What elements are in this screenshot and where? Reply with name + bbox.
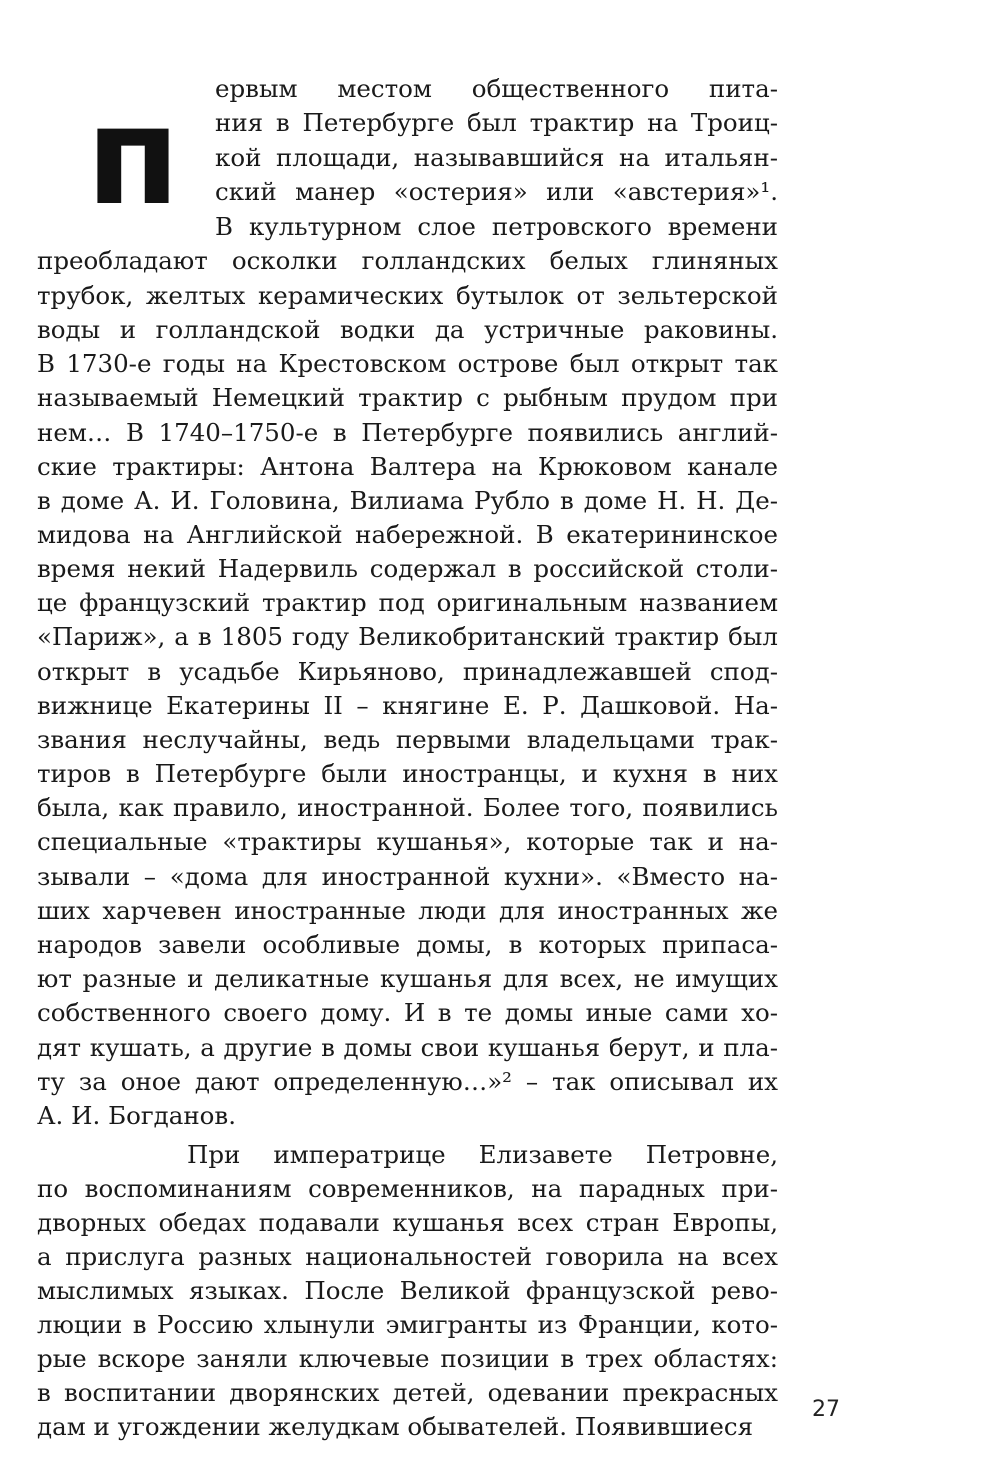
text-line: мыслимых языках. После Великой французской рево- <box>37 1276 778 1305</box>
drop-cap: п <box>86 78 178 236</box>
text-line: в доме А. И. Головина, Вилиама Рубло в доме Н. Н. Де- <box>37 486 778 515</box>
text-line: в воспитании дворянских детей, одевании прекрасных <box>37 1378 778 1407</box>
text-line: люции в Россию хлынули эмигранты из Франции, кото- <box>37 1310 778 1339</box>
text-line: по воспоминаниям современников, на парадных при- <box>37 1174 778 1203</box>
text-line: а прислуга разных национальностей говорила на всех <box>37 1242 778 1271</box>
text-line: це французский трактир под оригинальным названием <box>37 588 778 617</box>
text-line: При императрице Елизавете Петровне, <box>187 1140 778 1169</box>
text-line: ту за оное дают определенную…»² – так описывал их <box>37 1067 778 1096</box>
text-line: ют разные и деликатные кушанья для всех, не имущих <box>37 964 778 993</box>
text-line: воды и голландской водки да устричные раковины. <box>37 315 778 344</box>
text-line: трубок, желтых керамических бутылок от зельтерской <box>37 281 778 310</box>
text-line: вижнице Екатерины II – княгине Е. Р. Дашковой. На- <box>37 691 778 720</box>
text-line: дворных обедах подавали кушанья всех стран Европы, <box>37 1208 778 1237</box>
text-line: преобладают осколки голландских белых глиняных <box>37 246 778 275</box>
page-number: 27 <box>812 1397 840 1422</box>
text-line: дят кушать, а другие в домы свои кушанья берут, и пла- <box>37 1033 778 1062</box>
text-line: открыт в усадьбе Кирьяново, принадлежавшей спод- <box>37 657 778 686</box>
text-line: была, как правило, иностранной. Более того, появились <box>37 793 778 822</box>
text-line: собственного своего дому. И в те домы иные сами хо- <box>37 998 778 1027</box>
text-line: тиров в Петербурге были иностранцы, и кухня в них <box>37 759 778 788</box>
text-line: В 1730-е годы на Крестовском острове был открыт так <box>37 349 778 378</box>
text-line: «Париж», а в 1805 году Великобританский трактир был <box>37 622 778 651</box>
text-line: народов завели особливые домы, в которых припаса- <box>37 930 778 959</box>
text-line: дам и угождении желудкам обывателей. Появившиеся <box>37 1412 754 1441</box>
text-line: кой площади, называвшийся на итальян- <box>215 143 778 172</box>
text-line: А. И. Богданов. <box>37 1101 237 1130</box>
text-line: звания неслучайны, ведь первыми владельцами трак- <box>37 725 778 754</box>
text-line: ские трактиры: Антона Валтера на Крюковом канале <box>37 452 778 481</box>
text-line: мидова на Английской набережной. В екатерининское <box>37 520 778 549</box>
text-line: ния в Петербурге был трактир на Троиц- <box>215 108 778 137</box>
text-line: нем… В 1740–1750-е в Петербурге появились англий- <box>37 418 778 447</box>
text-line: называемый Немецкий трактир с рыбным прудом при <box>37 383 778 412</box>
text-line: время некий Надервиль содержал в российской столи- <box>37 554 778 583</box>
text-line: зывали – «дома для иностранной кухни». «Вместо на- <box>37 862 778 891</box>
text-line: ский манер «остерия» или «австерия»¹. <box>215 177 778 206</box>
text-line: специальные «трактиры кушанья», которые так и на- <box>37 827 778 856</box>
text-line: ших харчевен иностранные люди для иностранных же <box>37 896 778 925</box>
text-line: В культурном слое петровского времени <box>215 212 778 241</box>
text-line: рые вскоре заняли ключевые позиции в трех областях: <box>37 1344 778 1373</box>
text-line: ервым местом общественного пита- <box>215 74 778 103</box>
